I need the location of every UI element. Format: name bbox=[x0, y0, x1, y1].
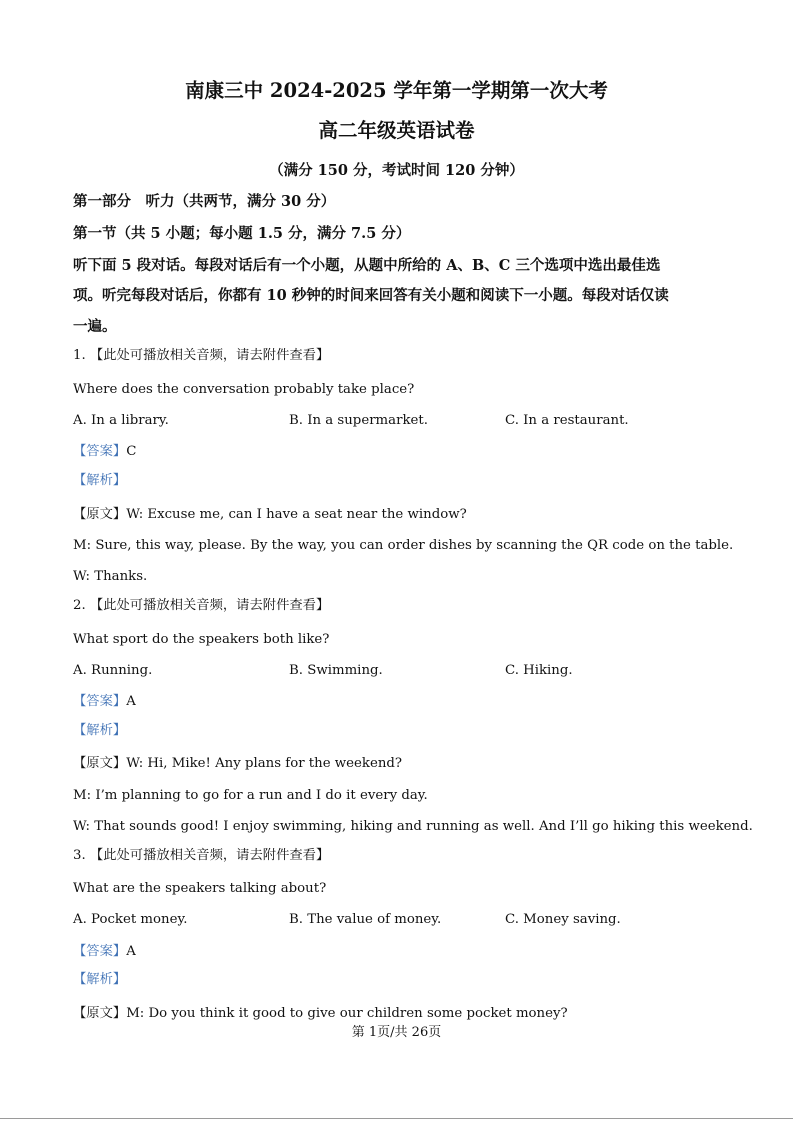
q2-option-b: B. Swimming. bbox=[289, 663, 383, 678]
q3-audio-note: 3. 【此处可播放相关音频，请去附件查看】 bbox=[73, 848, 330, 863]
instruction-line-1: 听下面 5 段对话。每段对话后有一个小题，从题中所给的 A、B、C 三个选项中选出最佳选 bbox=[73, 257, 661, 274]
q2-analysis-label: 【解析】 bbox=[73, 723, 127, 738]
transcript-text: W: Hi, Mike! Any plans for the weekend? bbox=[126, 756, 403, 771]
q3-transcript-line-1 bbox=[73, 1005, 568, 1023]
q2-audio-note: 2. 【此处可播放相关音频，请去附件查看】 bbox=[73, 598, 330, 613]
page-number: 第 1页/共 26页 bbox=[351, 1025, 442, 1040]
q2-transcript-line-1 bbox=[73, 755, 402, 773]
answer-value: C bbox=[126, 444, 137, 459]
answer-label: 【答案】 bbox=[73, 944, 127, 959]
instruction-line-3: 一遍。 bbox=[73, 318, 117, 335]
q3-question: What are the speakers talking about? bbox=[73, 881, 327, 896]
transcript-text: W: Excuse me, can I have a seat near the window? bbox=[126, 507, 467, 522]
q1-answer bbox=[73, 443, 136, 461]
q3-option-b: B. The value of money. bbox=[289, 912, 442, 927]
q1-audio-note: 1. 【此处可播放相关音频，请去附件查看】 bbox=[73, 348, 330, 363]
transcript-text: M: Do you think it good to give our children some pocket money? bbox=[126, 1006, 568, 1021]
answer-label: 【答案】 bbox=[73, 444, 127, 459]
q2-transcript-line-3: W: That sounds good! I enjoy swimming, hiking and running as well. And I’ll go hiking this weekend. bbox=[73, 819, 753, 834]
exam-note: （满分 150 分，考试时间 120 分钟） bbox=[269, 162, 524, 179]
instruction-line-2: 项。听完每段对话后，你都有 10 秒钟的时间来回答有关小题和阅读下一小题。每段对话仅读 bbox=[73, 287, 669, 304]
q2-option-c: C. Hiking. bbox=[505, 663, 573, 678]
q2-question: What sport do the speakers both like? bbox=[73, 632, 330, 647]
q3-analysis-label: 【解析】 bbox=[73, 972, 127, 987]
exam-subtitle: 高二年级英语试卷 bbox=[318, 119, 475, 142]
q3-option-c: C. Money saving. bbox=[505, 912, 621, 927]
q2-option-a: A. Running. bbox=[73, 663, 153, 678]
exam-title: 南康三中 2024-2025 学年第一学期第一次大考 bbox=[185, 79, 608, 102]
section1-heading: 第一节（共 5 小题；每小题 1.5 分，满分 7.5 分） bbox=[73, 225, 411, 242]
bottom-divider bbox=[0, 1118, 793, 1119]
q1-transcript-line-2: M: Sure, this way, please. By the way, you can order dishes by scanning the QR code on the table. bbox=[73, 538, 734, 553]
q1-option-a: A. In a library. bbox=[73, 413, 169, 428]
answer-value: A bbox=[126, 944, 136, 959]
q1-analysis-label: 【解析】 bbox=[73, 473, 127, 488]
transcript-label: 【原文】 bbox=[73, 507, 127, 522]
q1-option-b: B. In a supermarket. bbox=[289, 413, 428, 428]
answer-value: A bbox=[126, 694, 136, 709]
part1-heading: 第一部分 听力（共两节，满分 30 分） bbox=[73, 193, 336, 210]
q1-transcript-line-1 bbox=[73, 506, 467, 524]
q3-option-a: A. Pocket money. bbox=[73, 912, 188, 927]
answer-label: 【答案】 bbox=[73, 694, 127, 709]
transcript-label: 【原文】 bbox=[73, 756, 127, 771]
q2-answer bbox=[73, 693, 136, 711]
q2-transcript-line-2: M: I’m planning to go for a run and I do it every day. bbox=[73, 788, 428, 803]
transcript-label: 【原文】 bbox=[73, 1006, 127, 1021]
q1-transcript-line-3: W: Thanks. bbox=[73, 569, 148, 584]
q1-question: Where does the conversation probably take place? bbox=[73, 382, 415, 397]
q1-option-c: C. In a restaurant. bbox=[505, 413, 629, 428]
q3-answer bbox=[73, 943, 136, 961]
